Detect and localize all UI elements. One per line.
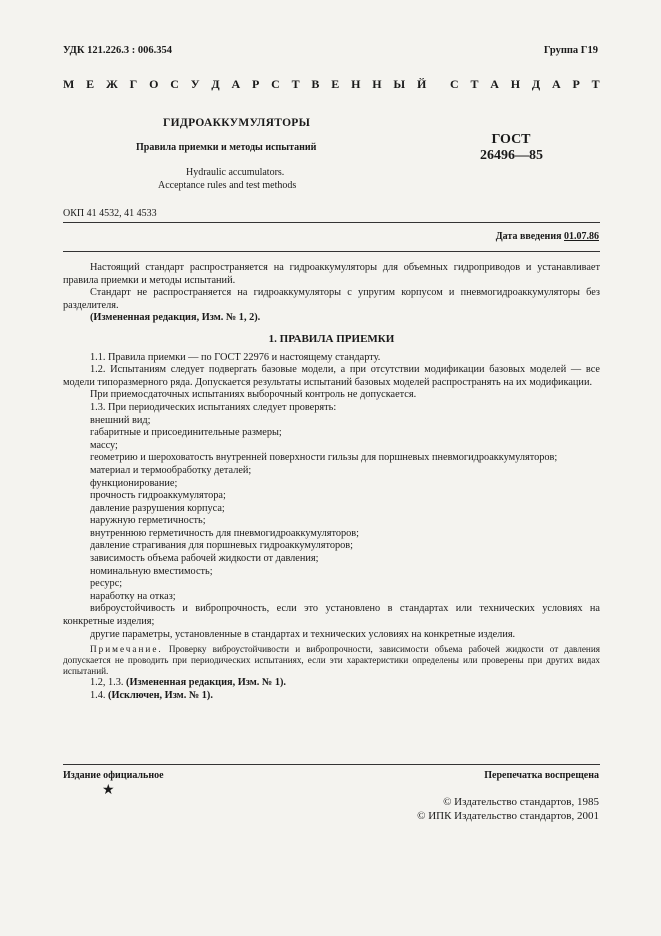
amendment-note: (Измененная редакция, Изм. № 1, 2). xyxy=(90,312,261,324)
clause-1-2: 1.2. Испытаниям следует подвергать базовые модели, а при отсутствии модификации базовых моделей — все модели типоразмерного ряда. Допускается результаты испытаний базовых моделей распространять на их модификации. xyxy=(63,364,600,388)
copyright-1985: © Издательство стандартов, 1985 xyxy=(443,796,599,808)
reprint-prohibited: Перепечатка воспрещена xyxy=(484,770,599,781)
list-item: наработку на отказ; xyxy=(90,590,176,602)
english-title-line1: Hydraulic accumulators. xyxy=(186,167,285,178)
list-item: виброустойчивость и вибропрочность, если это установлено в стандартах или технических условиях на конкретные изделия; xyxy=(63,603,600,628)
check-list xyxy=(63,415,600,642)
gost-designation xyxy=(480,132,542,164)
section-title: 1. ПРАВИЛА ПРИЕМКИ xyxy=(268,332,395,345)
interstate-letter: Н xyxy=(372,77,382,91)
interstate-letter: А xyxy=(231,77,241,91)
interstate-letter: М xyxy=(63,77,75,91)
interstate-letter: Н xyxy=(351,77,361,91)
document-body xyxy=(63,262,600,702)
excluded-clause xyxy=(63,690,600,703)
list-item: наружную герметичность; xyxy=(90,515,206,527)
interstate-letter: Е xyxy=(86,77,95,91)
interstate-letter: Й xyxy=(416,77,427,91)
intro-date-value: 01.07.86 xyxy=(564,231,599,242)
list-item: зависимость объема рабочей жидкости от давления; xyxy=(90,553,319,565)
interstate-letter: С xyxy=(271,77,280,91)
interstate-letter: Т xyxy=(291,77,300,91)
interstate-letter: Д xyxy=(211,77,220,91)
intro-date-label: Дата введения xyxy=(495,231,562,242)
list-item: функционирование; xyxy=(90,477,178,489)
list-item: ресурс; xyxy=(90,578,123,590)
note-label: Примечание. xyxy=(90,644,163,655)
gost-label: ГОСТ xyxy=(491,132,531,147)
interstate-letter: Т xyxy=(470,77,479,91)
document-subtitle: Правила приемки и методы испытаний xyxy=(136,142,317,153)
star-icon: ★ xyxy=(102,783,115,798)
intro-paragraph: Стандарт не распространяется на гидроаккумуляторы с упругим корпусом и пневмогидроаккумуляторы без разделителя. xyxy=(63,287,600,311)
okp-code: ОКП 41 4532, 41 4533 xyxy=(63,208,157,219)
english-title-line2: Acceptance rules and test methods xyxy=(158,180,297,191)
gost-number: 26496—85 xyxy=(480,148,543,163)
clause-1-3: 1.3. При периодических испытаниях следует проверять: xyxy=(90,401,337,413)
list-item: габаритные и присоединительные размеры; xyxy=(90,427,282,439)
amendment-clause xyxy=(63,677,600,690)
interstate-letter: С xyxy=(449,77,459,91)
interstate-letter: Т xyxy=(591,77,600,91)
clause-1-2-continued: При приемосдаточных испытаниях выборочный контроль не допускается. xyxy=(90,389,417,401)
list-item: внешний вид; xyxy=(90,414,151,426)
interstate-letter: У xyxy=(190,77,200,91)
clause-1-1: 1.1. Правила приемки — по ГОСТ 22976 и настоящему стандарту. xyxy=(90,351,381,363)
amendment-text: (Измененная редакция, Изм. № 1). xyxy=(123,677,286,689)
list-item: давление разрушения корпуса; xyxy=(90,502,225,514)
interstate-letter: Р xyxy=(251,77,260,91)
excluded-prefix: 1.4. xyxy=(90,689,106,701)
interstate-letter: Г xyxy=(129,77,138,91)
introduction-date xyxy=(496,231,599,242)
list-item: прочность гидроаккумулятора; xyxy=(90,490,226,502)
list-item: другие параметры, установленные в стандартах и технических условиях на конкретные изделия. xyxy=(90,628,516,640)
interstate-letter: Е xyxy=(331,77,340,91)
note-text: Проверку виброустойчивости и вибропрочности, зависимости объема рабочей жидкости от давления допускается не проводить при периодических испытаниях, если эти характеристики определены или проверены при других видах испытаний. xyxy=(63,644,600,677)
group-code: Группа Г19 xyxy=(543,45,598,56)
interstate-letter: О xyxy=(149,77,159,91)
udk-code: УДК 121.226.3 : 006.354 xyxy=(63,45,172,56)
list-item: массу; xyxy=(90,439,118,451)
note-paragraph xyxy=(63,644,600,677)
divider xyxy=(63,251,600,252)
interstate-letter: Ж xyxy=(105,77,118,91)
copyright-2001: © ИПК Издательство стандартов, 2001 xyxy=(417,810,599,822)
amendment-prefix: 1.2, 1.3. xyxy=(90,677,124,689)
interstate-letter: Ы xyxy=(393,77,406,91)
interstate-letter: Н xyxy=(510,77,521,91)
list-item: геометрию и шероховатость внутренней поверхности гильзы для поршневых пневмогидроаккумуляторов; xyxy=(90,452,558,464)
footer-divider xyxy=(63,764,600,765)
interstate-standard-heading xyxy=(63,77,600,92)
interstate-letter: В xyxy=(311,77,320,91)
official-edition: Издание официальное xyxy=(63,770,164,781)
interstate-letter: А xyxy=(551,77,561,91)
document-title: ГИДРОАККУМУЛЯТОРЫ xyxy=(163,117,311,129)
interstate-letter: Р xyxy=(572,77,580,91)
interstate-letter: А xyxy=(490,77,499,91)
list-item: номинальную вместимость; xyxy=(90,565,213,577)
excluded-text: (Исключен, Изм. № 1). xyxy=(105,689,213,701)
list-item: внутреннюю герметичность для пневмогидроаккумуляторов; xyxy=(90,527,359,539)
divider xyxy=(63,222,600,223)
list-item: давление страгивания для поршневых гидроаккумуляторов; xyxy=(90,540,354,552)
interstate-letter: С xyxy=(170,77,179,91)
interstate-letter: Д xyxy=(531,77,541,91)
intro-paragraph: Настоящий стандарт распространяется на гидроаккумуляторы для объемных гидроприводов и устанавливает правила приемки и методы испытаний. xyxy=(63,262,600,286)
list-item: материал и термообработку деталей; xyxy=(90,464,252,476)
